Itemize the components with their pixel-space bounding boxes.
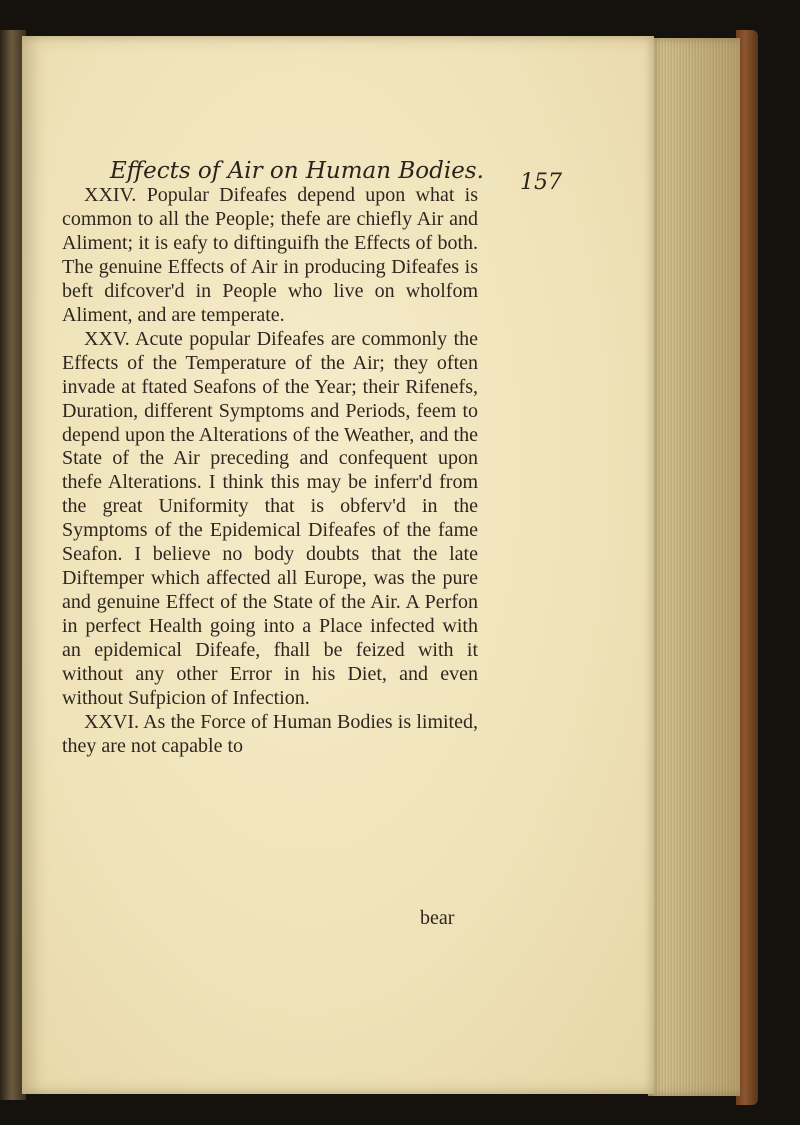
paragraph-xxiv: XXIV. Popular Difeafes depend upon what is common to all the People; thefe are chiefly Air and Aliment; it is eafy to diftinguifh the Effects of both. The genuine Effects of Air in producing Difeafes is beft difcover'd in People who live on wholfom Aliment, and are temperate. [62, 184, 478, 326]
page-number: 157 [520, 170, 562, 195]
body-text [62, 184, 478, 759]
page-stack-fore-edge [648, 38, 740, 1096]
paragraph-xxvi: XXVI. As the Force of Human Bodies is limited, they are not capable to [62, 710, 478, 757]
running-title: Effects of Air on Human Bodies. [110, 158, 484, 184]
paragraph-xxv: XXV. Acute popular Difeafes are commonly the Effects of the Temperature of the Air; they often invade at ftated Seafons of the Year; their Rifenefs, Duration, different Symptoms and Periods, feem to depend upon the Alterations of the Weather, and the State of the Air preceding and confequent upon thefe Alterations. I think this may be inferr'd from the great Uniformity that is obferv'd in the Symptoms of the Epidemical Difeafes of the fame Seafon. I believe no body doubts that the late Diftemper which affected all Europe, was the pure and genuine Effect of the State of the Air. A Perfon in perfect Health going into a Place infected with an epidemical Difeafe, fhall be feized with it without any other Error in his Diet, and even without Sufpicion of Infection. [62, 327, 478, 710]
book-page [22, 36, 654, 1094]
catchword: bear [420, 907, 455, 929]
